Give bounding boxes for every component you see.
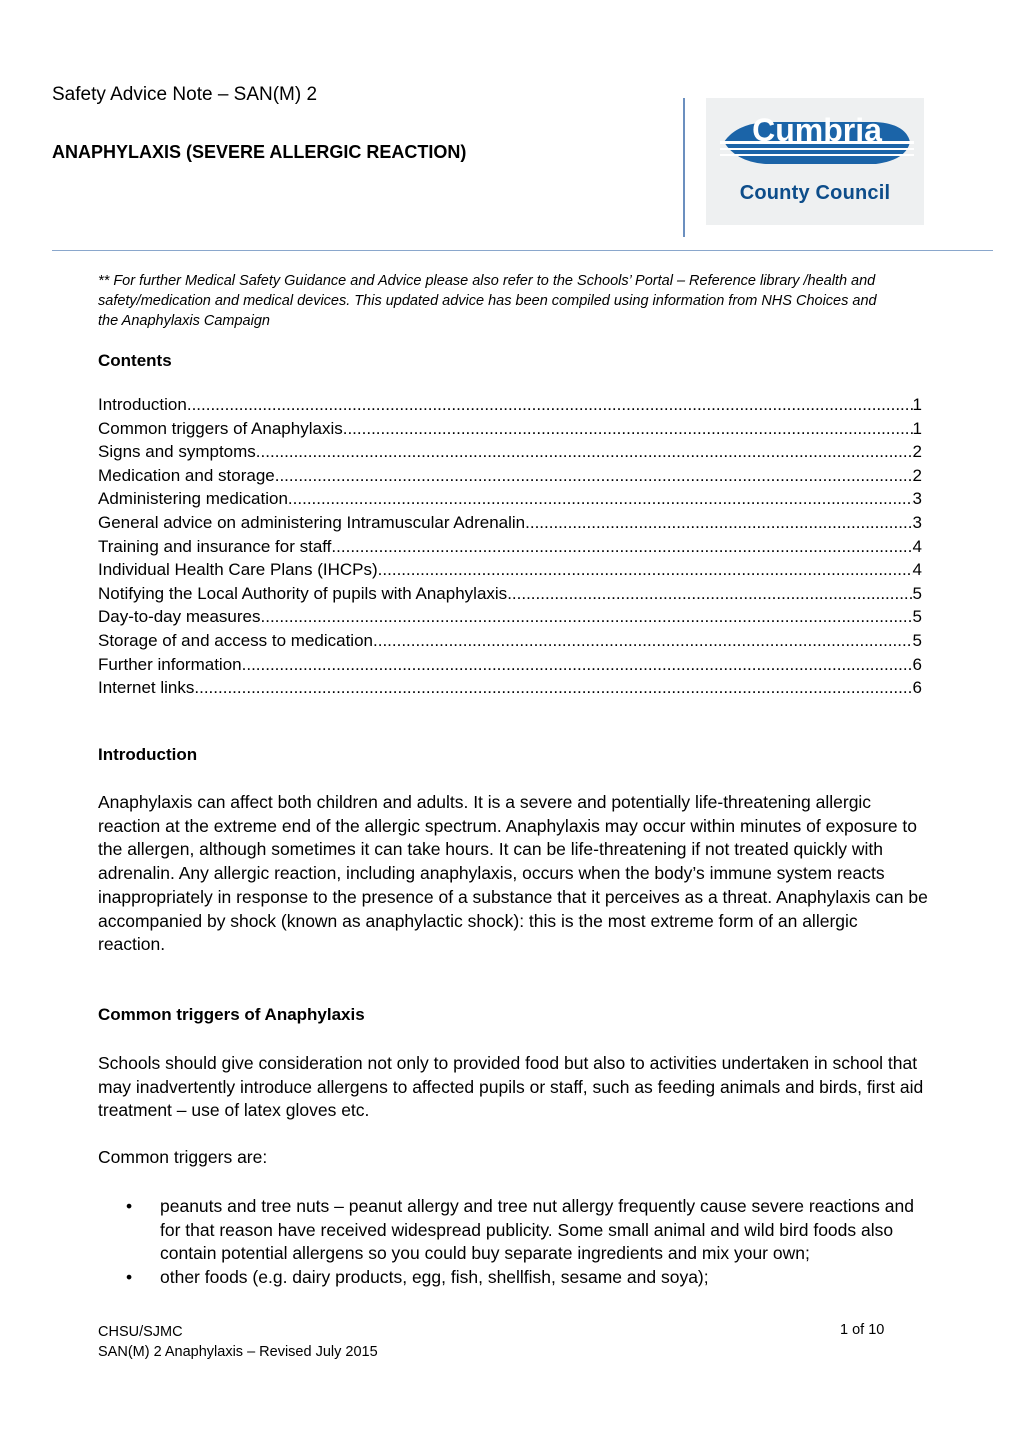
logo-county-council-text: County Council — [739, 182, 891, 204]
toc-entry[interactable] — [98, 629, 922, 653]
toc-dot-leader — [525, 511, 912, 535]
toc-entry-page: 5 — [912, 583, 922, 603]
trigger-list-item — [98, 1195, 928, 1266]
cumbria-county-council-logo — [706, 98, 924, 225]
toc-dot-leader — [373, 629, 913, 653]
toc-entry-page: 5 — [912, 607, 922, 627]
bullet-icon: • — [126, 1267, 133, 1288]
toc-entry[interactable] — [98, 605, 922, 629]
toc-dot-leader — [187, 393, 913, 417]
toc-dot-leader — [343, 417, 913, 441]
footer-reference — [98, 1322, 378, 1362]
footer-author-code: CHSU/SJMC — [98, 1324, 183, 1340]
toc-entry-label: Medication and storage — [98, 465, 275, 485]
trigger-list-item-text: peanuts and tree nuts – peanut allergy and tree nut allergy frequently cause severe reactions and for that reason have received widespread publicity. Some small animal and wild bird foods also contain potential allergens so you could buy separate ingredients and mix your own; — [160, 1196, 914, 1264]
triggers-list-intro: Common triggers are: — [98, 1147, 268, 1167]
toc-entry-label: Introduction — [98, 395, 187, 414]
toc-dot-leader — [331, 535, 912, 559]
toc-entry[interactable] — [98, 511, 922, 535]
header-vertical-divider — [683, 98, 685, 237]
header-horizontal-rule — [52, 250, 993, 251]
toc-dot-leader — [288, 487, 913, 511]
toc-dot-leader — [242, 653, 913, 677]
toc-entry[interactable] — [98, 417, 922, 441]
toc-entry-page: 6 — [912, 654, 922, 674]
toc-entry-label: Further information — [98, 654, 242, 674]
table-of-contents — [98, 393, 922, 700]
toc-dot-leader — [275, 464, 913, 488]
toc-entry[interactable] — [98, 535, 922, 559]
toc-entry-label: General advice on administering Intramuscular Adrenalin — [98, 512, 526, 532]
toc-entry[interactable] — [98, 487, 922, 511]
toc-entry-label: Administering medication — [98, 489, 288, 509]
toc-entry[interactable] — [98, 676, 922, 700]
toc-entry-page: 4 — [912, 536, 922, 556]
toc-entry[interactable] — [98, 582, 922, 606]
document-subtitle: ANAPHYLAXIS (SEVERE ALLERGIC REACTION) — [52, 142, 467, 162]
footer-page-number: 1 of 10 — [840, 1322, 885, 1338]
toc-dot-leader — [378, 558, 913, 582]
toc-entry-label: Notifying the Local Authority of pupils with Anaphylaxis — [98, 583, 508, 603]
introduction-paragraph: Anaphylaxis can affect both children and adults. It is a severe and potentially life-threatening allergic reaction at the extreme end of the allergic spectrum. Anaphylaxis may occur within minutes of exposure to the allergen, although sometimes it can take hours. It can be life-threatening if not treated quickly with adrenalin. Any allergic reaction, including anaphylaxis, occurs when the body’s immune system reacts inappropriately in response to the presence of a substance that it perceives as a threat. Anaphylaxis can be accompanied by shock (known as anaphylactic shock): this is the most extreme form of an allergic reaction. — [98, 792, 928, 955]
logo-cumbria-text: Cumbria — [752, 112, 882, 148]
footer-document-revision: SAN(M) 2 Anaphylaxis – Revised July 2015 — [98, 1344, 378, 1360]
document-title: Safety Advice Note – SAN(M) 2 — [52, 84, 318, 105]
toc-dot-leader — [194, 676, 912, 700]
triggers-bullet-list — [98, 1195, 928, 1290]
toc-entry[interactable] — [98, 653, 922, 677]
toc-entry-page: 5 — [912, 630, 922, 650]
toc-entry-label: Storage of and access to medication — [98, 630, 373, 650]
guidance-note: ** For further Medical Safety Guidance and Advice please also refer to the Schools’ Portal – Reference library /health and safety/medication and medical devices. This updated advice has been compiled using information from NHS Choices and the Anaphylaxis Campaign — [98, 273, 877, 329]
toc-entry-label: Common triggers of Anaphylaxis — [98, 418, 343, 438]
toc-entry-page: 6 — [912, 678, 922, 698]
toc-entry-label: Internet links — [98, 678, 195, 698]
toc-entry-label: Day-to-day measures — [98, 607, 261, 627]
trigger-list-item-text: other foods (e.g. dairy products, egg, fish, shellfish, sesame and soya); — [160, 1267, 709, 1288]
toc-entry-page: 3 — [912, 512, 922, 532]
toc-dot-leader — [256, 440, 913, 464]
bullet-icon: • — [126, 1196, 133, 1216]
toc-entry[interactable] — [98, 440, 922, 464]
toc-dot-leader — [261, 605, 913, 629]
introduction-heading: Introduction — [98, 745, 198, 764]
toc-entry-page: 1 — [912, 418, 922, 438]
toc-entry[interactable] — [98, 464, 922, 488]
toc-entry-page: 2 — [912, 442, 922, 462]
toc-dot-leader — [507, 582, 912, 606]
toc-entry-page: 4 — [912, 560, 922, 580]
triggers-heading: Common triggers of Anaphylaxis — [98, 1005, 365, 1024]
contents-heading: Contents — [98, 351, 172, 370]
toc-entry-page: 3 — [912, 489, 922, 509]
toc-entry[interactable] — [98, 558, 922, 582]
toc-entry-page: 1 — [912, 395, 922, 414]
triggers-paragraph: Schools should give consideration not only to provided food but also to activities undertaken in school that may inadvertently introduce allergens to affected pupils or staff, such as feeding animals and birds, first aid treatment – use of latex gloves etc. — [98, 1053, 924, 1121]
toc-entry[interactable] — [98, 393, 922, 417]
cumbria-wordmark-graphic — [706, 98, 924, 180]
toc-entry-label: Training and insurance for staff — [98, 536, 332, 556]
trigger-list-item — [98, 1266, 928, 1290]
toc-entry-page: 2 — [912, 465, 922, 485]
toc-entry-label: Individual Health Care Plans (IHCPs) — [98, 560, 378, 580]
toc-entry-label: Signs and symptoms — [98, 442, 256, 462]
